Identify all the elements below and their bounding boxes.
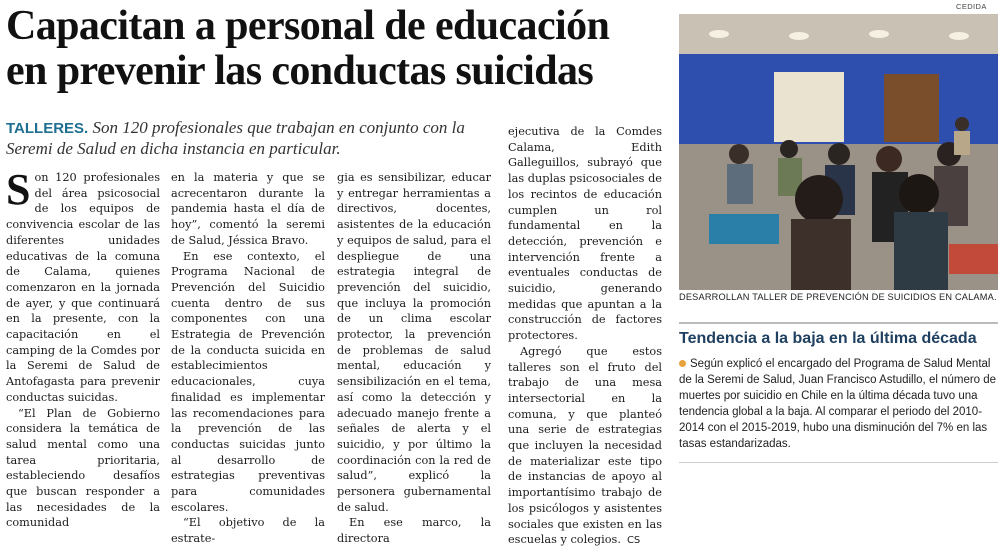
article-column-1: [6, 165, 160, 531]
sidebar-title: Tendencia a la baja en la última década: [679, 330, 977, 347]
paragraph: En ese contexto, el Programa Nacional de Prevención del Suicidio cuenta dentro de sus componentes con una Estrategia de Prevención de la conducta suicida en establecimientos educacionales, cuya finalidad es implementar las recomendaciones para la prevención de las conductas suicidas junto al desarrollo de estrategias preventivas para comunidades escolares.: [171, 249, 325, 514]
paragraph: “El objetivo de la estrate-: [171, 516, 325, 546]
paragraph: En ese marco, la directora: [337, 516, 491, 546]
photo-caption: DESARROLLAN TALLER DE PREVENCIÓN DE SUICIDIOS EN CALAMA.: [679, 292, 997, 302]
divider: [679, 462, 998, 463]
end-of-article-mark: CS: [626, 535, 641, 547]
photo-credit: CEDIDA: [956, 2, 987, 11]
paragraph: en la materia y que se acrecentaron durante la pandemia hasta el día de hoy”, comentó la seremi de Salud, Jéssica Bravo.: [171, 171, 325, 247]
drop-cap: S: [6, 165, 31, 214]
workshop-photo-illustration: [679, 14, 998, 290]
divider: [679, 322, 998, 324]
paragraph: gia es sensibilizar, educar y entregar herramientas a directivos, docentes, asistentes de la educación y equipos de salud, para el despliegue de una estrategia integral de prevención del suicidio, que incluya la promoción de un clima escolar protector, la prevención de problemas de salud mental, educación y sensibilización en el tema, así como la detección y adecuado manejo frente a señales de alerta y el suicidio, y por último la coordinación con la red de salud”, explicó la personera gubernamental de salud.: [337, 171, 491, 514]
sidebar-box: [679, 314, 998, 480]
paragraph: [508, 344, 662, 549]
headline: [6, 4, 674, 94]
article-column-2: [171, 170, 325, 547]
article-photo: [679, 14, 998, 290]
article-column-3: [337, 170, 491, 547]
bullet-icon: [679, 360, 686, 367]
sidebar-body: Según explicó el encargado del Programa de Salud Mental de la Seremi de Salud, Juan Francisco Astudillo, el número de muertes por suicidio en Chile en la última década tuvo una tendencia global a la baja. Al comparar el periodo del 2010-2014 con el 2015-2019, hubo una disminución del 7% en las tasas estandarizadas.: [679, 358, 997, 450]
headline-line-2: en prevenir las conductas suicidas: [6, 48, 594, 94]
lead-paragraph: [6, 118, 506, 159]
paragraph-text: Agregó que estos talleres son el fruto del trabajo de una mesa intersectorial en la comuna, y que planteó una serie de estrategias que incluyen la necesidad de materializar este tipo de instancias de apoyo al importantísimo trabajo de los psicólogos y asistentes sociales que existen en las escuelas y colegios.: [508, 344, 662, 547]
paragraph: ejecutiva de la Comdes Calama, Edith Galleguillos, subrayó que las duplas psicosociales de los recintos de educación cumplen un rol fundamental en la detección, prevención e intervención frente a eventuales conductas de suicidio, generando medidas que apuntan a la construcción de factores protectores.: [508, 125, 662, 343]
sidebar-text: [679, 356, 998, 452]
paragraph: “El Plan de Gobierno considera la temática de salud mental como una tarea prioritaria, estableciendo desafíos que buscan responder a las necesidades de la comunidad: [6, 406, 160, 530]
article-column-4: [508, 124, 662, 549]
paragraph: on 120 profesionales del área psicosocial de los equipos de convivencia escolar de las diferentes unidades educativas de la comuna de Calama, quienes comenzaron en la jornada de ayer, y que continuará en la presente, con la capacitación en el camping de la Comdes por la Seremi de Salud de Antofagasta para prevenir conductas suicidas.: [6, 171, 160, 404]
lead-text: Son 120 profesionales que trabajan en conjunto con la Seremi de Salud en dicha instancia en particular.: [6, 118, 465, 158]
headline-line-1: Capacitan a personal de educación: [6, 3, 610, 49]
section-kicker: TALLERES.: [6, 120, 89, 137]
